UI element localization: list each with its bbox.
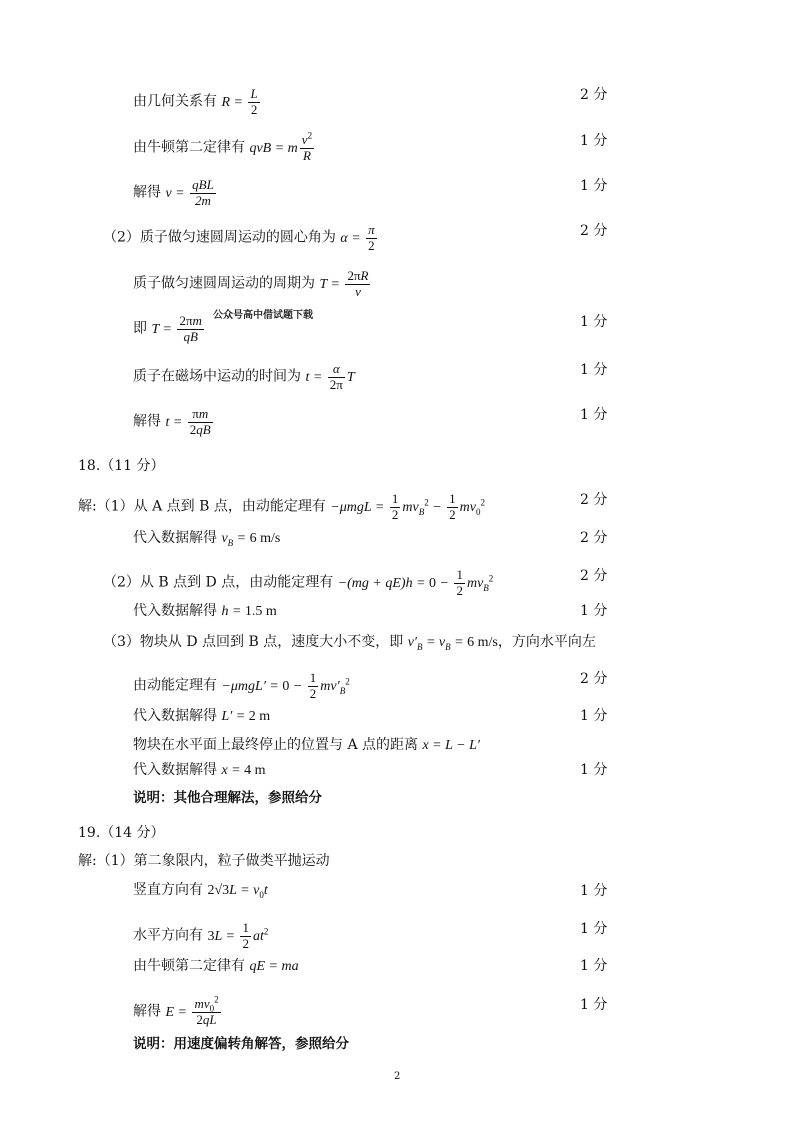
q18-line-1-text: 解:（1）从 A 点到 B 点，由动能定理有 bbox=[78, 498, 326, 515]
page-number: 2 bbox=[394, 1071, 401, 1082]
q18-line-3-text: （2）从 B 点到 D 点，由动能定理有 bbox=[103, 574, 334, 591]
q17-line-6-text: 即 bbox=[133, 320, 147, 337]
q19-line-5-points: 1 分 bbox=[580, 997, 608, 1013]
q17-line-2-text: 由牛顿第二定律有 bbox=[133, 139, 245, 156]
q19-line-5-text: 解得 bbox=[133, 1003, 161, 1020]
q18-line-5-text: （3）物块从 D 点回到 B 点，速度大小不变，即 bbox=[103, 634, 404, 650]
eq-x-value: x = 4 m bbox=[221, 763, 266, 778]
eq-qvB: qvB = m $\frac{v^2}{R}$ bbox=[249, 130, 313, 163]
q17-line-8-text: 解得 bbox=[133, 413, 161, 430]
q19-line-4-text: 由牛顿第二定律有 bbox=[133, 958, 245, 974]
q18-line-4-text: 代入数据解得 bbox=[133, 603, 217, 619]
q19-line-1-text: 解:（1）第二象限内，粒子做类平抛运动 bbox=[78, 853, 330, 869]
q18-line-7-points: 1 分 bbox=[580, 708, 608, 724]
q17-line-3-points: 1 分 bbox=[580, 178, 608, 194]
eq-x-distance: x = L − L′ bbox=[422, 738, 480, 753]
q17-line-7-text: 质子在磁场中运动的时间为 bbox=[133, 368, 301, 385]
q19-line-3-points: 1 分 bbox=[580, 921, 608, 937]
eq-E-result: E = $\frac{mv_0^2}{2qL}$ bbox=[165, 994, 219, 1027]
eq-t-time: t = $\frac{\alpha}{2\pi}$ T bbox=[305, 361, 355, 392]
eq-Lprime-value: L′ = 2 m bbox=[221, 709, 271, 724]
q17-line-5-text: 质子做匀速圆周运动的周期为 bbox=[133, 275, 315, 292]
eq-T-result: T = $\frac{2\pi m}{qB}$ bbox=[151, 313, 202, 344]
eq-energy-AB: −μmgL = $\frac{1}{2}$ $mv_B^2$ − $\frac{1}{2}$ $mv_0^2$ bbox=[330, 491, 485, 522]
q18-line-1-points: 2 分 bbox=[580, 492, 608, 508]
q17-line-1-points: 2 分 bbox=[580, 87, 608, 103]
eq-horizontal: 3L = $\frac{1}{2}$ $at^2$ bbox=[207, 920, 269, 951]
q18-line-2-points: 2 分 bbox=[580, 530, 608, 546]
eq-T-period: T = $\frac{2\pi R}{v}$ bbox=[319, 268, 369, 299]
q18-line-8-text: 物块在水平面上最终停止的位置与 A 点的距离 bbox=[133, 737, 419, 753]
q19-header: 19.（14 分） bbox=[78, 825, 165, 841]
q18-line-7-text: 代入数据解得 bbox=[133, 708, 217, 724]
q18-line-2-text: 代入数据解得 bbox=[133, 530, 217, 546]
eq-vertical: $2√3L = v_0t$ bbox=[207, 883, 268, 900]
eq-qE-ma: qE = ma bbox=[249, 959, 299, 974]
eq-v-equals: v = $\frac{\text{qBL}}{2m}$ bbox=[165, 177, 214, 208]
q18-line-3-points: 2 分 bbox=[580, 568, 608, 584]
q19-line-4-points: 1 分 bbox=[580, 958, 608, 974]
q17-line-4-points: 2 分 bbox=[580, 223, 608, 239]
q18-note: 说明：其他合理解法，参照给分 bbox=[133, 790, 322, 806]
q18-line-9-text: 代入数据解得 bbox=[133, 762, 217, 778]
eq-alpha: α = $\frac{\pi}{2}$ bbox=[340, 222, 375, 253]
q17-line-6-points: 1 分 bbox=[580, 314, 608, 330]
q18-line-4-points: 1 分 bbox=[580, 603, 608, 619]
q17-line-4-text: （2）质子做匀速圆周运动的圆心角为 bbox=[103, 229, 336, 246]
q18-line-6-text: 由动能定理有 bbox=[133, 677, 217, 694]
eq-vB-value: $v_B = 6$ m/s bbox=[221, 531, 281, 548]
watermark-text: 公众号高中借试题下载 bbox=[213, 310, 313, 321]
eq-energy-BD: −(mg + qE)h = 0 − $\frac{1}{2}$ $mv_B^2$ bbox=[337, 567, 494, 598]
q17-line-3-text: 解得 bbox=[133, 184, 161, 201]
q18-header: 18.（11 分） bbox=[78, 458, 165, 474]
q17-line-7-points: 1 分 bbox=[580, 362, 608, 378]
q17-line-2-points: 1 分 bbox=[580, 133, 608, 149]
eq-energy-return: −μmgL′ = 0 − $\frac{1}{2}$ $mv'_B^2$ bbox=[221, 670, 350, 701]
q19-note: 说明：用速度偏转角解答，参照给分 bbox=[133, 1036, 349, 1052]
eq-vB-prime: $v'_B = v_B = 6$ m/s bbox=[407, 635, 498, 652]
eq-R-equals-L-over-2: R = $\frac{L}{2}$ bbox=[221, 86, 258, 117]
q17-line-8-points: 1 分 bbox=[580, 407, 608, 423]
eq-h-value: h = 1.5 m bbox=[221, 604, 277, 619]
q18-line-9-points: 1 分 bbox=[580, 762, 608, 778]
q19-line-2-points: 1 分 bbox=[580, 883, 608, 899]
q18-line-6-points: 2 分 bbox=[580, 671, 608, 687]
eq-t-result: t = $\frac{\pi m}{2qB}$ bbox=[165, 406, 211, 437]
q17-line-1-text: 由几何关系有 bbox=[133, 93, 217, 110]
q19-line-2-text: 竖直方向有 bbox=[133, 882, 203, 898]
q19-line-3-text: 水平方向有 bbox=[133, 927, 203, 944]
